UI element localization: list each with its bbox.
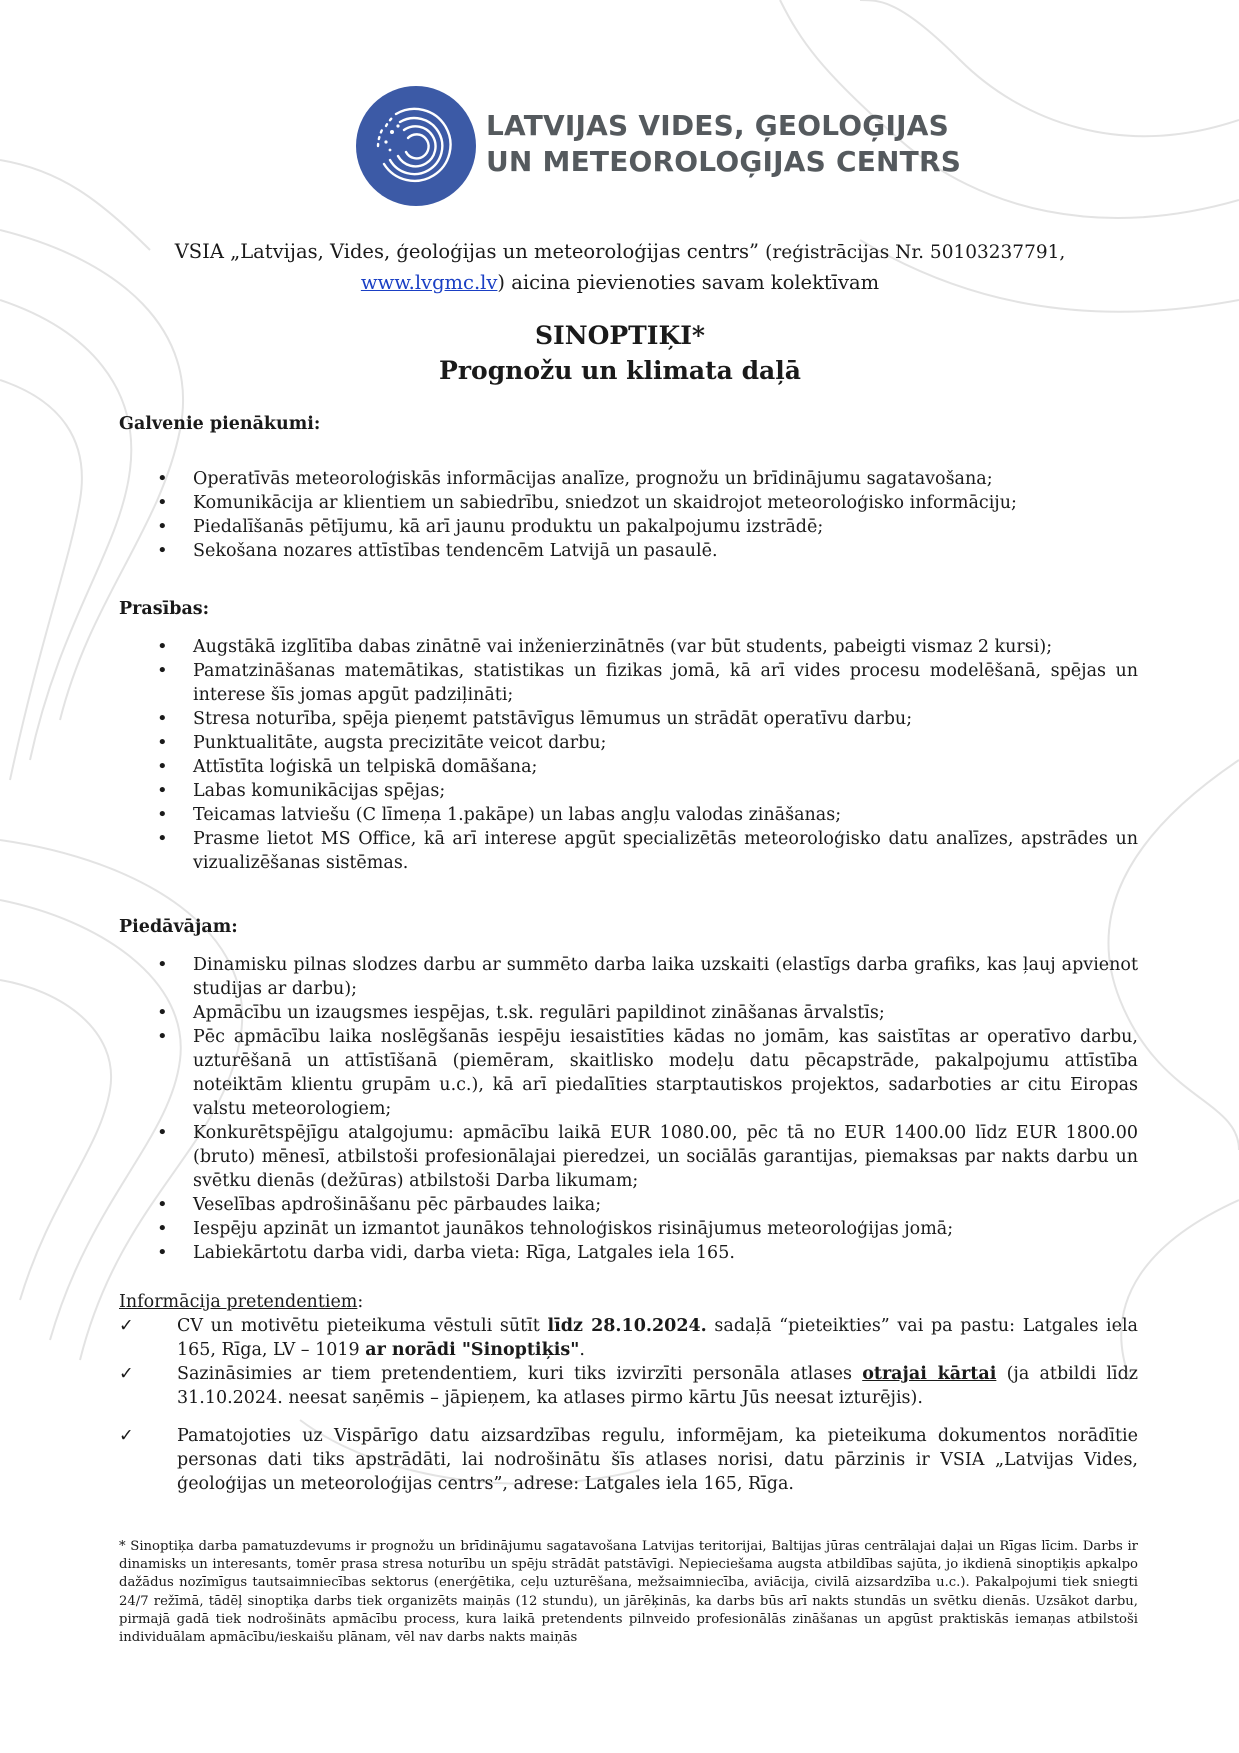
title-position: SINOPTIĶI*	[535, 321, 705, 350]
duties-heading: Galvenie pienākumi:	[119, 414, 321, 434]
list-item: • Teicamas latviešu (C līmeņa 1.pakāpe) un labas angļu valodas zināšanas;	[119, 803, 1138, 827]
list-item: • Sekošana nozares attīstības tendencēm Latvijā un pasaulē.	[119, 539, 1138, 563]
checkmark-icon: ✓	[119, 1316, 134, 1336]
info-item-contact	[119, 1362, 1138, 1410]
info-apply-deadline: līdz 28.10.2024.	[547, 1316, 707, 1336]
checkmark-icon: ✓	[119, 1426, 134, 1446]
info-apply-reference: ar norādi "Sinoptiķis"	[365, 1340, 580, 1360]
website-link[interactable]: www.lvgmc.lv	[360, 271, 498, 294]
list-item: • Punktualitāte, augsta precizitāte veicot darbu;	[119, 731, 1138, 755]
info-item-gdpr	[119, 1424, 1138, 1496]
lvgmc-logo	[356, 86, 962, 206]
applicant-info	[119, 1290, 1138, 1496]
list-item: • Labas komunikācijas spējas;	[119, 779, 1138, 803]
checkmark-icon: ✓	[119, 1364, 134, 1384]
list-item: • Piedalīšanās pētījumu, kā arī jaunu produktu un pakalpojumu izstrādē;	[119, 515, 1138, 539]
list-item: • Stresa noturība, spēja pieņemt patstāvīgus lēmumus un strādāt operatīvu darbu;	[119, 707, 1138, 731]
list-item: • Prasme lietot MS Office, kā arī interese apgūt specializētās meteoroloģisko datu analīzes, apstrādes un vizualizēšanas sistēmas.	[119, 827, 1138, 875]
list-item: • Attīstīta loģiskā un telpiskā domāšana;	[119, 755, 1138, 779]
requirements-heading: Prasības:	[119, 599, 210, 619]
list-item: • Iespēju apzināt un izmantot jaunākos tehnoloģiskos risinājumus meteoroloģijas jomā;	[119, 1217, 1138, 1241]
lvgmc-logo-icon	[356, 86, 476, 206]
info-apply-text-e: .	[579, 1340, 585, 1360]
page-title	[120, 318, 1120, 388]
info-contact-text-c: (ja atbildi līdz 31.10.2024. neesat saņēmis – jāpieņem, ka atlases pirmo kārtu Jūs neesat izturējis).	[177, 1364, 1139, 1408]
list-item: • Augstākā izglītība dabas zinātnē vai inženierzinātnēs (var būt students, pabeigti vismaz 2 kursi);	[119, 635, 1138, 659]
list-item: • Komunikācija ar klientiem un sabiedrību, sniedzot un skaidrojot meteoroloģisko informāciju;	[119, 491, 1138, 515]
info-apply-text-c: sadaļā “pieteikties” vai pa pastu: Latgales iela 165, Rīga, LV – 1019	[177, 1316, 1138, 1360]
footnote: * Sinoptiķa darba pamatuzdevums ir prognožu un brīdinājumu sagatavošana Latvijas teritorijai, Baltijas jūras centrālajai daļai un Rīgas līcim. Darbs ir dinamisks un interesants, tomēr prasa stresa noturību un spēju strādāt patstāvīgi. Nepieciešama augsta atbildības sajūta, jo ikdienā sinoptiķis apkalpo dažādus nozīmīgus tautsaimniecības sektorus (enerģētika, ceļu uzturēšana, mežsaimniecība, aviācija, civilā aizsardzība u.c.). Pakalpojumi tiek sniegti 24/7 režīmā, tādēļ sinoptiķa darbs tiek organizēts maiņās (12 stundu), un jārēķinās, ka darbs būs arī nakts stundās un svētku dienās. Uzsākot darbu, pirmajā gadā tiek nodrošināts apmācību process, kura laikā pretendents pilnveido profesionālās zināšanas un apgūst praktiskās iemaņas atbilstoši individuālam apmācību/ieskaišu plānam, vēl nav darbs nakts maiņās	[119, 1539, 1138, 1646]
logo-text-line-1: LATVIJAS VIDES, ĢEOLOĢIJAS	[486, 109, 949, 142]
intro-paragraph	[140, 237, 1100, 298]
list-item: • Pēc apmācību laika noslēgšanās iespēju iesaistīties kādas no jomām, kas saistītas ar operatīvo darbu, uzturēšanā un attīstīšanā (piemēram, skaitlisko modeļu datu pēcapstrāde, pakalpojumu attīstība noteiktām klientu grupām u.c.), kā arī piedalīties starptautiskos projektos, sadarboties ar citu Eiropas valstu meteorologiem;	[119, 1025, 1138, 1121]
duties-list	[119, 467, 1138, 563]
title-department: Prognožu un klimata daļā	[439, 356, 801, 385]
info-contact-text-a: Sazināsimies ar tiem pretendentiem, kuri tiks izvirzīti personāla atlases	[177, 1364, 863, 1384]
list-item: • Konkurētspējīgu atalgojumu: apmācību laikā EUR 1080.00, pēc tā no EUR 1400.00 līdz EUR 1800.00 (bruto) mēnesī, atbilstoši profesionālajai pieredzei, un sociālās garantijas, piemaksas par nakts darbu un svētku dienās (dežūras) atbilstoši Darba likumam;	[119, 1121, 1138, 1193]
list-item: • Dinamisku pilnas slodzes darbu ar summēto darba laika uzskaiti (elastīgs darba grafiks, kas ļauj apvienot studijas ar darbu);	[119, 953, 1138, 1001]
info-apply-text-a: CV un motivētu pieteikuma vēstuli sūtīt	[177, 1316, 548, 1336]
intro-company: VSIA „Latvijas, Vides, ģeoloģijas un meteoroloģijas centrs”	[174, 240, 766, 263]
list-item: • Veselības apdrošināšanu pēc pārbaudes laika;	[119, 1193, 1138, 1217]
list-item: • Apmācību un izaugsmes iespējas, t.sk. regulāri papildinot zināšanas ārvalstīs;	[119, 1001, 1138, 1025]
info-gdpr-text: Pamatojoties uz Vispārīgo datu aizsardzības regulu, informējam, ka pieteikuma dokumentos norādītie personas dati tiks apstrādāti, lai nodrošinātu šīs atlases norisi, datu pārzinis ir VSIA „Latvijas Vides, ģeoloģijas un meteoroloģijas centrs”, adrese: Latgales iela 165, Rīga.	[177, 1426, 1138, 1494]
intro-invite: ) aicina pievienoties savam kolektīvam	[497, 271, 880, 294]
offers-list	[119, 953, 1138, 1265]
intro-registration: (reģistrācijas Nr. 50103237791,	[765, 242, 1066, 263]
list-item: • Labiekārtotu darba vidi, darba vieta: Rīga, Latgales iela 165.	[119, 1241, 1138, 1265]
offers-heading: Piedāvājam:	[119, 917, 238, 937]
info-contact-second-round: otrajai kārtai	[862, 1364, 997, 1384]
logo-text-line-2: UN METEOROLOĢIJAS CENTRS	[486, 145, 962, 178]
applicant-info-heading: Informācija pretendentiem	[119, 1292, 358, 1312]
list-item: • Operatīvās meteoroloģiskās informācijas analīze, prognožu un brīdinājumu sagatavošana;	[119, 467, 1138, 491]
info-item-apply	[119, 1314, 1138, 1362]
requirements-list	[119, 635, 1138, 875]
list-item: • Pamatzināšanas matemātikas, statistikas un fizikas jomā, kā arī vides procesu modelēšanā, spējas un interese šīs jomas apgūt padziļināti;	[119, 659, 1138, 707]
applicant-info-colon: :	[357, 1292, 364, 1312]
